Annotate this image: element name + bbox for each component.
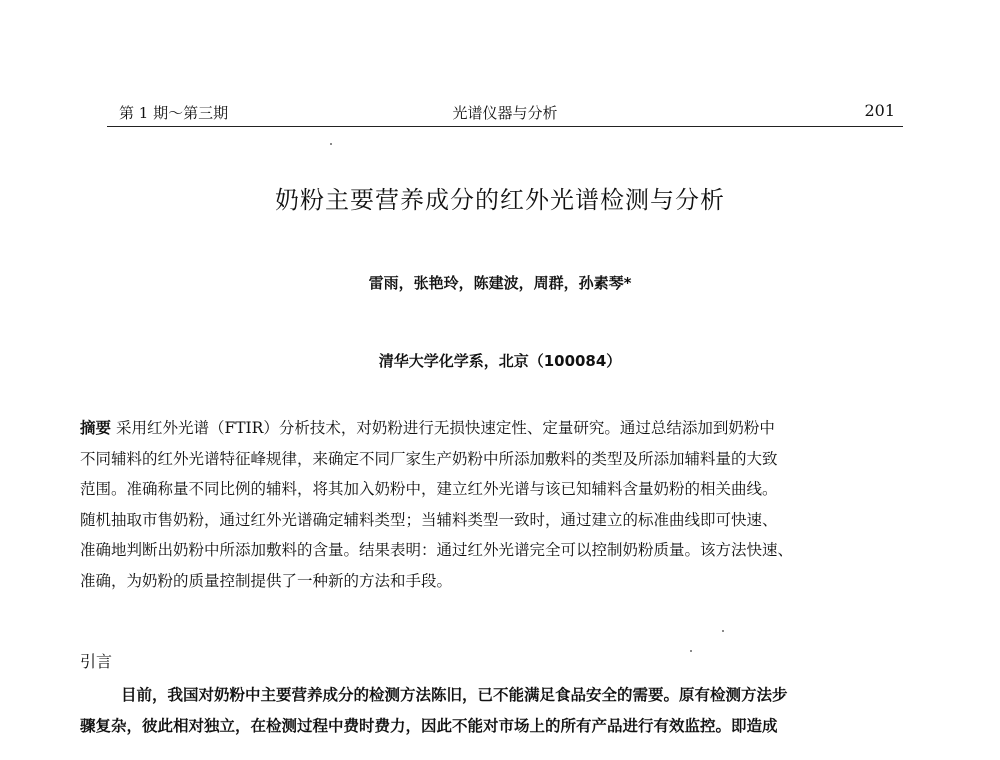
abstract-line: [80, 413, 920, 444]
scan-speck: [722, 630, 724, 632]
intro-line: 骤复杂，彼此相对独立，在检测过程中费时费力，因此不能对市场上的所有产品进行有效监控。即造成: [80, 715, 778, 735]
affiliation: 清华大学化学系，北京（100084）: [378, 352, 622, 370]
abstract-line: 范围。准确称量不同比例的辅料，将其加入奶粉中，建立红外光谱与该已知辅料含量奶粉的相关曲线。: [80, 480, 778, 498]
abstract-line: 准确，为奶粉的质量控制提供了一种新的方法和手段。: [80, 571, 453, 590]
introduction-paragraph: [80, 680, 920, 741]
header-rule: [107, 126, 903, 127]
scan-speck: [330, 143, 332, 145]
abstract-label: 摘要: [80, 419, 112, 437]
abstract-line: 不同辅料的红外光谱特征峰规律，来确定不同厂家生产奶粉中所添加敷料的类型及所添加辅料量的大致: [80, 449, 778, 468]
paper-title: 奶粉主要营养成分的红外光谱检测与分析: [275, 186, 725, 214]
author-list: 雷雨，张艳玲，陈建波，周群，孙素琴*: [368, 274, 632, 292]
section-heading-introduction: 引言: [80, 652, 113, 671]
header-page-number: 201: [864, 101, 895, 120]
abstract-line: 准确地判断出奶粉中所添加敷料的含量。结果表明：通过红外光谱完全可以控制奶粉质量。该方法快速、: [80, 541, 794, 559]
abstract-text: 采用红外光谱（FTIR）分析技术，对奶粉进行无损快速定性、定量研究。通过总结添加到奶粉中: [115, 419, 775, 437]
header-journal: 光谱仪器与分析: [452, 104, 558, 122]
header-issue: 第 1 期～第三期: [119, 104, 229, 122]
running-header: [107, 100, 903, 126]
scan-speck: [690, 650, 692, 652]
abstract-line: 随机抽取市售奶粉，通过红外光谱确定辅料类型；当辅料类型一致时，通过建立的标准曲线即可快速、: [80, 510, 778, 529]
abstract: [80, 413, 920, 596]
intro-line: 目前，我国对奶粉中主要营养成分的检测方法陈旧，已不能满足食品安全的需要。原有检测方法步: [121, 685, 788, 704]
